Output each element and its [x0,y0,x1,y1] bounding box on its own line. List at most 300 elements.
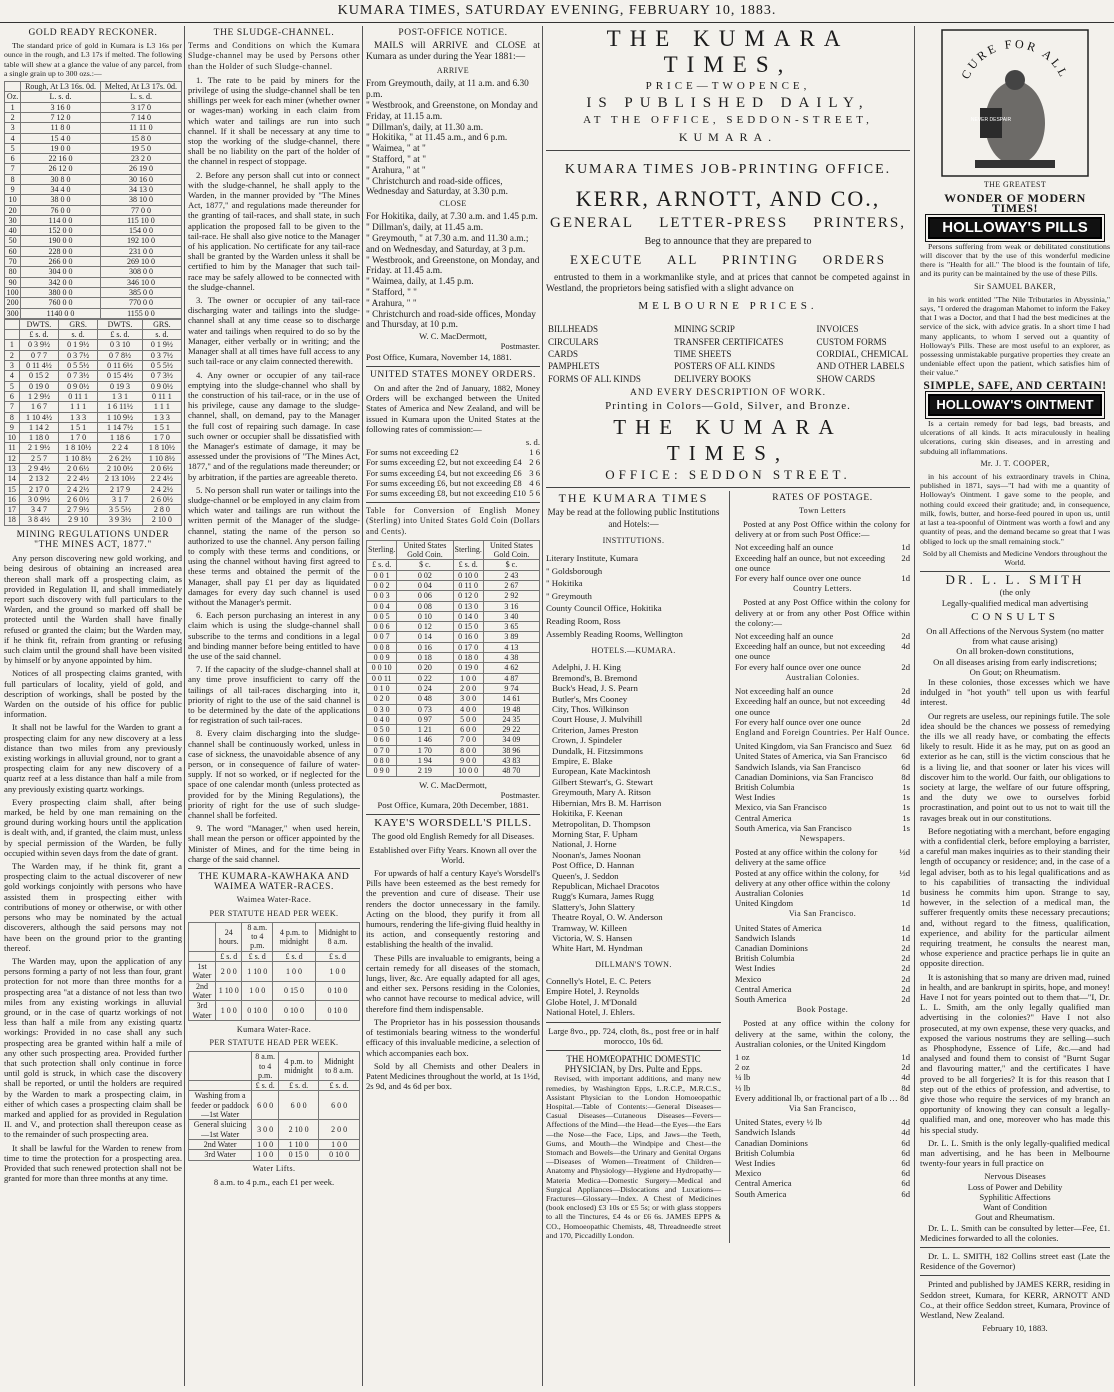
all-word: ALL [667,252,699,268]
table-row [5,174,182,184]
table-cell: 2 1 9½ [19,443,58,453]
table-cell: 0 15 0 [279,1150,319,1160]
table-row [5,412,182,422]
table-cell: 20 [5,205,21,215]
rate-label: British Columbia [735,1147,795,1158]
table-cell: 3 0 0 [453,694,483,704]
table-cell: 38 0 0 [21,195,101,205]
times-title: THE KUMARA TIMES, [606,26,850,77]
table-cell: 0 0 7 [367,632,397,642]
table-cell: 9 0 0 [453,756,483,766]
list-item: " Greymouth, " at 7.30 a.m. and 11.30 a.m.; and on Wednesday, and Saturday, at 3 p.m. [366,233,529,255]
paragraph: 1. The rate to be paid by miners for the privilege of using the sludge-channel shall be ten shillings per week for each miner (whether owner or wages-man) working in each claim from which water and tailings are run into such channel. If it shall be necessary at any time to stop the working of the sludge-channel, there shall be no liability on the part of the holder of the channel in respect of stoppage. [188,74,360,167]
table-unit: £ s. d. [98,330,143,340]
rate-label: Sandwich Islands [735,1127,796,1138]
table-cell: 1 [5,102,21,112]
table-cell: 0 7 0 [367,745,397,755]
list-item: BILLHEADS [548,324,598,335]
conv-signature: W. C. MacDermott, [419,779,487,790]
list-item: SHOW CARDS [816,373,876,384]
rate-row [735,802,910,812]
table-row [5,308,182,318]
divider [546,1050,721,1051]
list-item: Tramway, W. Killeen [552,922,627,933]
reckoner-title: GOLD READY RECKONER. [28,28,158,38]
rate-label: British Columbia [735,953,795,964]
table-cell: 2 2 4 [98,443,143,453]
kaye-paragraphs [366,868,540,1091]
rate-value: ½d [899,867,910,878]
general-word: GENERAL [550,215,634,231]
table-row [5,298,182,308]
table-cell: 3 0 0 [252,1120,279,1140]
rate-row [735,1158,910,1168]
rate-label: Exceeding half an ounce, but not exceeding one ounce [735,641,886,662]
rate-value: 3 6 [529,467,540,478]
list-item: " Arahura, " at " [366,165,426,176]
table-row [5,494,182,504]
rate-label: Sandwich Islands, via San Francisco [735,761,861,772]
rate-label: Not exceeding half an ounce [735,686,834,697]
table-cell: 0 14 [397,632,453,642]
table-cell: 3 [5,123,21,133]
column-holloway-smith [920,26,1110,1386]
list-item: City, Thos. Wilkinson [552,704,629,715]
table-cell: 15 [5,484,20,494]
sf-rates [735,923,910,1005]
table-cell: 8 [5,412,20,422]
column-rule [184,26,185,1386]
table-cell: 7 [5,402,20,412]
book-extra: Every additional lb, or fractional part of a lb … 8d [735,1092,909,1103]
rate-row [735,686,910,696]
town-rates [735,542,910,583]
table-cell: 0 4 0 [367,714,397,724]
table-row [5,371,182,381]
sludge-paragraphs [188,75,360,864]
table-row [367,601,540,611]
table-row [5,361,182,371]
table-cell: 30 8 0 [21,174,101,184]
list-item: On all diseases arising from early indiscretions; [933,656,1097,667]
table-row [5,391,182,401]
table-cell: 0 19 0 [19,381,58,391]
rate-row [735,813,910,823]
list-item: Bremond's, B. Bremond [552,672,638,683]
imprint: Printed and published by JAMES KERR, residing in Seddon street, Kumara, for KERR, ARNOTT AND Co., at their office Seddon street, Kumara, Province of Westland, New Zealand. [920,1279,1110,1320]
via-sf-title: Via San Francisco. [788,909,857,919]
rate-value: 4 6 [529,477,540,488]
rate-row [735,1138,910,1148]
paragraph: The Warden may, if he think fit, grant a prospecting claim to the actual discoverer of new gold workings conjointly with persons who have assisted them in prospecting either with contributions of money or otherwise, or with other persons who may be nominated by the actual discoverers, although the said persons may not have been on the ground prior to the granting thereof. [4,861,182,953]
table-cell: 0 0 10 [367,663,397,673]
paragraph: 5. No person shall run water or tailings into the sludge-channel or be employed in any claim from which water and tailings are run without the written permit of the Manager of the sludge-channel, stating the name of the person so authorized to use the channel. Any person failing to comply with these terms and conditions, or using the channel without having first agreed to these terms and obtained the permit of the Manager, shall pay £1 per day as liquidated damages for every day such channel is used without the Manager's permit. [188,484,360,607]
list-item: White Hart, M. Hyndman [552,943,643,954]
table-cell: 1 18 6 [98,433,143,443]
table-row [189,1001,360,1021]
table-row [5,246,182,256]
table-cell: 1 0 0 [252,1150,279,1160]
rate-label: Canadian Dominions [735,942,808,953]
book-title: Book Postage. [796,1005,849,1015]
colors-line: Printing in Colors—Gold, Silver, and Bronze. [605,400,851,413]
table-cell: 23 2 0 [100,154,181,164]
rate-label: For sums exceeding £4, but not exceeding £6 [366,467,522,478]
rate-label: West Indies [735,963,776,974]
table-unit: L. s. d. [21,92,101,102]
list-item: Metropolitan, D. Thompson [552,818,651,829]
table-cell: 1 10 0 [216,981,242,1001]
table-cell: 16 [5,494,20,504]
news-rates [735,847,910,908]
column-post-office [366,26,540,1386]
table-row [5,505,182,515]
table-cell: 0 19 3 [98,381,143,391]
table-row [367,766,540,776]
rate-label: For sums not exceeding £2 [366,447,459,458]
table-unit: £ s. d. [279,1081,319,1091]
table-row [5,226,182,236]
table-header: Sterling. [367,540,397,560]
divider [546,487,910,488]
table-cell: 0 17 0 [453,642,483,652]
paragraph: Notices of all prospecting claims granted, with full particulars of locality, yield of gold, and description of workings, shall be posted by the Warden on the outside of his office for public information. [4,668,182,720]
table-cell: 6 0 0 [279,1091,319,1120]
eng-title: England and Foreign Countries. Per Half Ounce. [735,727,910,737]
rate-row [735,762,910,772]
rate-row [735,573,910,583]
rate-label: United States, every ½ lb [735,1117,822,1128]
printers-word: PRINTERS, [813,215,906,231]
table-cell: 2 7 9½ [59,505,98,515]
table-cell: 154 0 0 [100,226,181,236]
table-cell: 1 3 1 [98,391,143,401]
table-cell: 0 18 0 [453,653,483,663]
cooper-text: in his account of his extraordinary travels in China, published in 1871, says—"I had with me a quantity of Holloway's Ointment. I gave some to the people, and nothing could exceed their gratitude; and, in consequence, milk, fowls, butter, and horse-feed poured in upon us, until at last a tea-spoonful of Ointment was worth a fowl and any quantity of peas, and the demand became so great that I was obliged to lock up the small remaining stock." [920,472,1110,546]
rate-row [735,933,910,943]
table-cell: 9 [5,422,20,432]
table-cell: 0 7 8½ [98,350,143,360]
table-row [5,453,182,463]
paragraph: Dr. L. L. Smith is the only legally-qualified medical man advertising, and he has been in Melbourne twenty-four years in full practice on [920,1137,1110,1169]
table-cell: 3 65 [483,622,539,632]
list-item: INVOICES [816,324,859,335]
letterpress-word: LETTER-PRESS [659,215,789,231]
table-cell: 114 0 0 [21,215,101,225]
table-cell: 1 1 1 [59,402,98,412]
list-item: Loss of Power and Debility [967,1181,1063,1192]
list-item: Want of Condition [983,1202,1047,1213]
rate-value: 2d [901,686,910,697]
table-cell: 76 0 0 [21,205,101,215]
table-row [5,402,182,412]
paragraph: These Pills are invaluable to emigrants, being a certain remedy for all diseases of the stomach, lungs, liver, &c. Are equally adapted for all ages, and either sex. Persons residing in the Colonies, who cannot have recourse to medical advice, will therefore find them indispensable. [366,952,540,1014]
table-row [367,714,540,724]
table-cell: 1 0 0 [453,673,483,683]
list-item: National Hotel, J. Ehlers. [546,1007,635,1018]
table-row [5,102,182,112]
list-item: " Arahura, " " [366,298,417,309]
table-cell: 2 10 0 [142,515,181,525]
list-item: Syphilitic Affections [979,1191,1051,1202]
list-item: Literary Institute, Kumara [546,553,639,564]
conversion-table [366,540,540,777]
lifts-title: Water Lifts. [252,1163,296,1173]
rate-row [735,717,910,727]
table-cell: 4 [5,133,21,143]
smith-title: DR. L. L. SMITH [945,572,1085,588]
list-item: " Hokitika, " at 11.45 a.m., and 6 p.m. [366,133,508,144]
table-cell: 11 [5,443,20,453]
table-cell: 0 11 0 [453,580,483,590]
paragraph: Before negotiating with a merchant, before engaging with a confidential clerk, before employing a barrister, a careful man makes inquiries as to their standing their length of occupancy or residence; and, in the case of a legal adviser, both as to his legal qualifications and as to his capabilities of transacting the individual business he commits him upon. Strange to say, however, in the selection of a medical man, the sufferer frequently omits these necessary precautions; and, without regard to the fitness, qualification, experience, and ability for the particular ailment requiring treatment, he consults the nearest man, whose experience and practice perhaps lie in quite an opposite direction. [920,825,1110,969]
rate-value: 4d [901,696,910,707]
smith-address: Dr. L. L. SMITH, 182 Collins street east (Late the Residence of the Governor) [920,1250,1110,1272]
table-cell: 6 0 0 [319,1091,360,1120]
list-item: Assembly Reading Rooms, Wellington [546,628,683,639]
country-rates [735,631,910,672]
column-kumara-times [546,26,910,1386]
sludge-title: THE SLUDGE-CHANNEL. [213,28,335,38]
table-cell: 38 96 [483,745,539,755]
table-cell: 3 5 5½ [98,505,143,515]
table-row [5,350,182,360]
rate-row [735,847,910,867]
entrust-text: entrusted to them in a workmanlike style, and at prices that cannot be competed against in Westland, the proprietors being satisfied with a slight advance on [546,273,910,295]
table-row [5,267,182,277]
table-unit: £ s. d. [252,1081,279,1091]
rate-value: 1s [902,802,910,813]
table-cell: 1 [5,340,20,350]
table-cell: 3 0 9½ [19,494,58,504]
reckoner-intro: The standard price of gold in Kumara is L3 16s per ounce in the rough, and L3 17s if melted. The following table will shew at a glance the value of any parcel, from a single grain up to 300 ozs.:— [4,41,182,78]
table-cell: 152 0 0 [21,226,101,236]
rate-row [735,1168,910,1178]
rate-label: 2 oz [735,1062,750,1073]
list-item: Theatre Royal, O. W. Anderson [552,912,663,923]
list-item: " Greymouth [546,590,592,601]
table-cell: 0 1 9½ [59,340,98,350]
rate-row [735,631,910,641]
rate-row [735,641,910,661]
rate-row [735,943,910,953]
table-cell: 0 04 [397,580,453,590]
rate-label: For every half ounce over one ounce [735,661,861,672]
rate-label: ½ lb [735,1082,751,1093]
table-cell: 0 3 7½ [59,350,98,360]
rate-label: 1 oz [735,1052,750,1062]
rate-row [735,1189,910,1199]
table-cell: 34 4 0 [21,184,101,194]
table-cell: 3rd Water [189,1001,216,1021]
table-cell: 3 89 [483,632,539,642]
table-header: 8 a.m. to 4 p.m. [252,1052,279,1081]
table-cell: 3 4 7 [19,505,58,515]
table-cell: 0 1 9½ [142,340,181,350]
po-title: POST-OFFICE NOTICE. [398,28,508,38]
table-cell: 4 87 [483,673,539,683]
table-cell: 14 61 [483,694,539,704]
greatest: THE GREATEST [983,180,1047,189]
close-list [366,212,540,331]
table-cell: 6 0 0 [453,725,483,735]
rate-row [366,478,540,488]
list-item: " Westbrook, and Greenstone, on Monday and Friday, at 11.15 a.m. [366,101,538,122]
table-cell: 0 3 7½ [142,350,181,360]
table-cell: 346 10 0 [100,277,181,287]
table-cell: 1 3 3 [142,412,181,422]
money-orders-unit: s. d. [525,436,540,447]
paragraph: Sold by all Chemists and other Dealers in Patent Medicines throughout the world, at 1s 1½d, 2s 9d, and 4s 6d per box. [366,1060,540,1092]
waimea-table [188,922,360,1021]
table-header: United States Gold Coin. [483,540,539,560]
table-unit: £ s. d. [367,560,397,570]
rate-label: Central America [735,983,792,994]
rate-label: Central America [735,1178,792,1189]
dillman-title: DILLMAN'S TOWN. [595,959,672,969]
table-cell: 1 70 [397,745,453,755]
table-cell: 2 2 4½ [142,474,181,484]
list-item: Post Office, D. Hannan [552,860,635,871]
table-row [5,257,182,267]
hotels-list [546,662,721,953]
table-unit: £ s. d. [453,560,483,570]
news-title: Newspapers. [799,833,846,843]
po-intro: MAILS will ARRIVE and CLOSE at Kumara as under during the Year 1881:— [366,41,540,63]
table-row [5,154,182,164]
rate-row [735,782,910,792]
table-unit: L. s. d. [100,92,181,102]
every-description: AND EVERY DESCRIPTION OF WORK. [630,388,826,399]
table-cell: 2 6 2½ [98,453,143,463]
rate-label: For sums exceeding £2, but not exceeding £4 [366,457,522,468]
table-row [367,735,540,745]
table-cell: 1155 0 0 [100,308,181,318]
table-cell: 26 12 0 [21,164,101,174]
table-cell: 0 15 0 [453,622,483,632]
sf2-rates [735,1117,910,1199]
table-cell: 304 0 0 [21,267,101,277]
table-cell: 0 16 [397,642,453,652]
rate-label: Posted at any office within the colony for delivery at the same office [735,847,878,868]
table-cell: 0 10 0 [453,570,483,580]
column-rule [914,26,915,1386]
table-cell: 228 0 0 [21,246,101,256]
list-item: TIME SHEETS [674,349,732,360]
table-unit: £ s. d [272,951,315,961]
rate-value: 4d [901,1072,910,1083]
table-row [367,622,540,632]
rate-row [735,772,910,782]
table-cell: 385 0 0 [100,287,181,297]
rate-row [735,1052,910,1062]
table-unit: $ c. [483,560,539,570]
list-item: PAMPHLETS [548,361,600,372]
rate-label: Posted at any office within the colony, for delivery at any other office within the colony [735,867,891,888]
table-row [5,236,182,246]
column-gold-reckoner [4,26,182,1386]
rate-value: 6d [901,1178,910,1189]
table-cell: 2 92 [483,591,539,601]
list-item: For Hokitika, daily, at 7.30 a.m. and 1.45 p.m. [366,212,538,223]
table-cell: 24 35 [483,714,539,724]
list-item: " Christchurch and road-side offices, Monday and Thursday, at 10 p.m. [366,309,536,331]
consults: CONSULTS [971,610,1059,623]
list-item: TRANSFER CERTIFICATES [674,336,784,347]
list-item: Court House, J. Mulvihill [552,714,643,725]
paragraph: It is astonishing that so many are driven mad, ruined in health, and are bankrupt in spirits, hope, and money! Have I not for years pointed out to them that—"I, Dr. L. L. Smith, am the only legally qualified man advertising in the colonies?" Have I not also prosecuted, at my own expense, these very quacks, and exposed the various nostrums they are selling—such as Phosphodyne, Essence of Life, &c.—and had analysed and found them to consist of "Burnt Sugar and flavouring matter," and the certificates I have proved to be all forgeries? It is for this reason that I step out of the ethics of profession, and advertise, to give those who require the services of my branch an opportunity of knowing they can consult a legally-qualified man, and one, moreover who has made this his special study. [920,971,1110,1135]
rate-value: 4d [901,1127,910,1138]
table-cell: 2 13 2 [19,474,58,484]
table-cell: 50 [5,236,21,246]
table-cell: 3 16 0 [21,102,101,112]
table-cell: 17 [5,505,20,515]
rate-label: Exceeding half an ounce, but not exceeding one ounce [735,696,886,717]
rate-label: British Columbia [735,781,795,792]
times-published: IS PUBLISHED DAILY, [586,95,870,111]
eng-rates [735,741,910,833]
table-cell: 1 1 1 [142,402,181,412]
table-cell: 1 6 11½ [98,402,143,412]
table-cell: 10 0 0 [453,766,483,776]
table-cell: 0 5 5½ [59,361,98,371]
rate-value: 4d [901,641,910,652]
kaye-title: KAYE'S WORSDELL'S PILLS. [374,817,532,830]
book-text: Posted at any office within the colony for delivery at the same, within the colony, the Australian colonies, or the United Kingdom [735,1018,910,1049]
postage-rates [729,491,910,1243]
table-row [367,673,540,683]
rate-label: For sums exceeding £6, but not exceeding £8 [366,477,522,488]
table-header: United States Gold Coin. [397,540,453,560]
table-cell: 29 22 [483,725,539,735]
table-row [367,756,540,766]
table-unit: £ s. d. [319,1081,360,1091]
rate-row [735,1127,910,1137]
rate-value: 6d [901,1147,910,1158]
paragraph: The Warden may, upon the application of any persons forming a party of not less than four, grant protection for not more than three months for a prospecting area "at a distance of not less than two miles from any existing workings in alluvial ground, or in the case of quartz workings of not less than half a mile from any existing quartz workings: Provided in no case shall any such prospecting area be granted within half a mile of any other such prospecting area. Provided further that such protection shall only continue in force until gold is struck, in which case the discovery shall be reported, or until the holders are required by the Warden to mark a prospecting claim, in either of which cases a prospecting claim shall be marked and applied for as provided in Regulation II. and V., and protection shall thereupon cease as to the remainder of such prospecting area. [4,955,182,1140]
table-cell: 19 48 [483,704,539,714]
table-cell: 2 [5,112,21,122]
rate-row [735,963,910,973]
rate-row [735,898,910,908]
rate-label: United States of America, via San Francisco [735,751,888,762]
homeo-title: THE HOMŒOPATHIC DOMESTIC PHYSICIAN, by Drs. Pulte and Epps. [564,1054,703,1075]
table-row [189,1120,360,1140]
sold-line: Sold by all Chemists and Medicine Vendors throughout the World. [922,548,1108,567]
rate-value: 8d [901,771,910,782]
rate-row [735,662,910,672]
table-cell: 2 0 6½ [142,464,181,474]
table-unit: s. d. [59,330,98,340]
table-cell: 2 4 2½ [142,484,181,494]
rate-label: Australian Colonies [735,887,804,898]
table-header: Rough, At L3 16s. 0d. [21,82,101,92]
table-unit: £ s. d [216,951,242,961]
general-printers [550,214,906,232]
table-cell: 80 [5,267,21,277]
rate-value: 2d [901,1062,910,1073]
ointment-text: Is a certain remedy for bad legs, bad breasts, and ulcerations of all kinds. It acts miraculously in healing ulcerations, curing skin diseases, and in arresting and subduing all inflammations. [920,419,1110,456]
table-cell: 4 62 [483,663,539,673]
table-row [367,745,540,755]
table-unit: Oz. [5,92,21,102]
arrive-list [366,79,540,198]
table-cell: 3rd Water [189,1150,252,1160]
money-orders-title: UNITED STATES MONEY ORDERS. [369,369,537,380]
table-row [367,570,540,580]
paragraph: It shall not be lawful for the Warden to grant a prospecting claim for any new discovery at a less distance than two miles from any previously existing workings in alluvial ground, nor to grant a prospecting claim for any new discovery of a quartz reef at a less distance than half a mile from any previously existing quartz workings. [4,722,182,794]
divider [366,366,540,367]
